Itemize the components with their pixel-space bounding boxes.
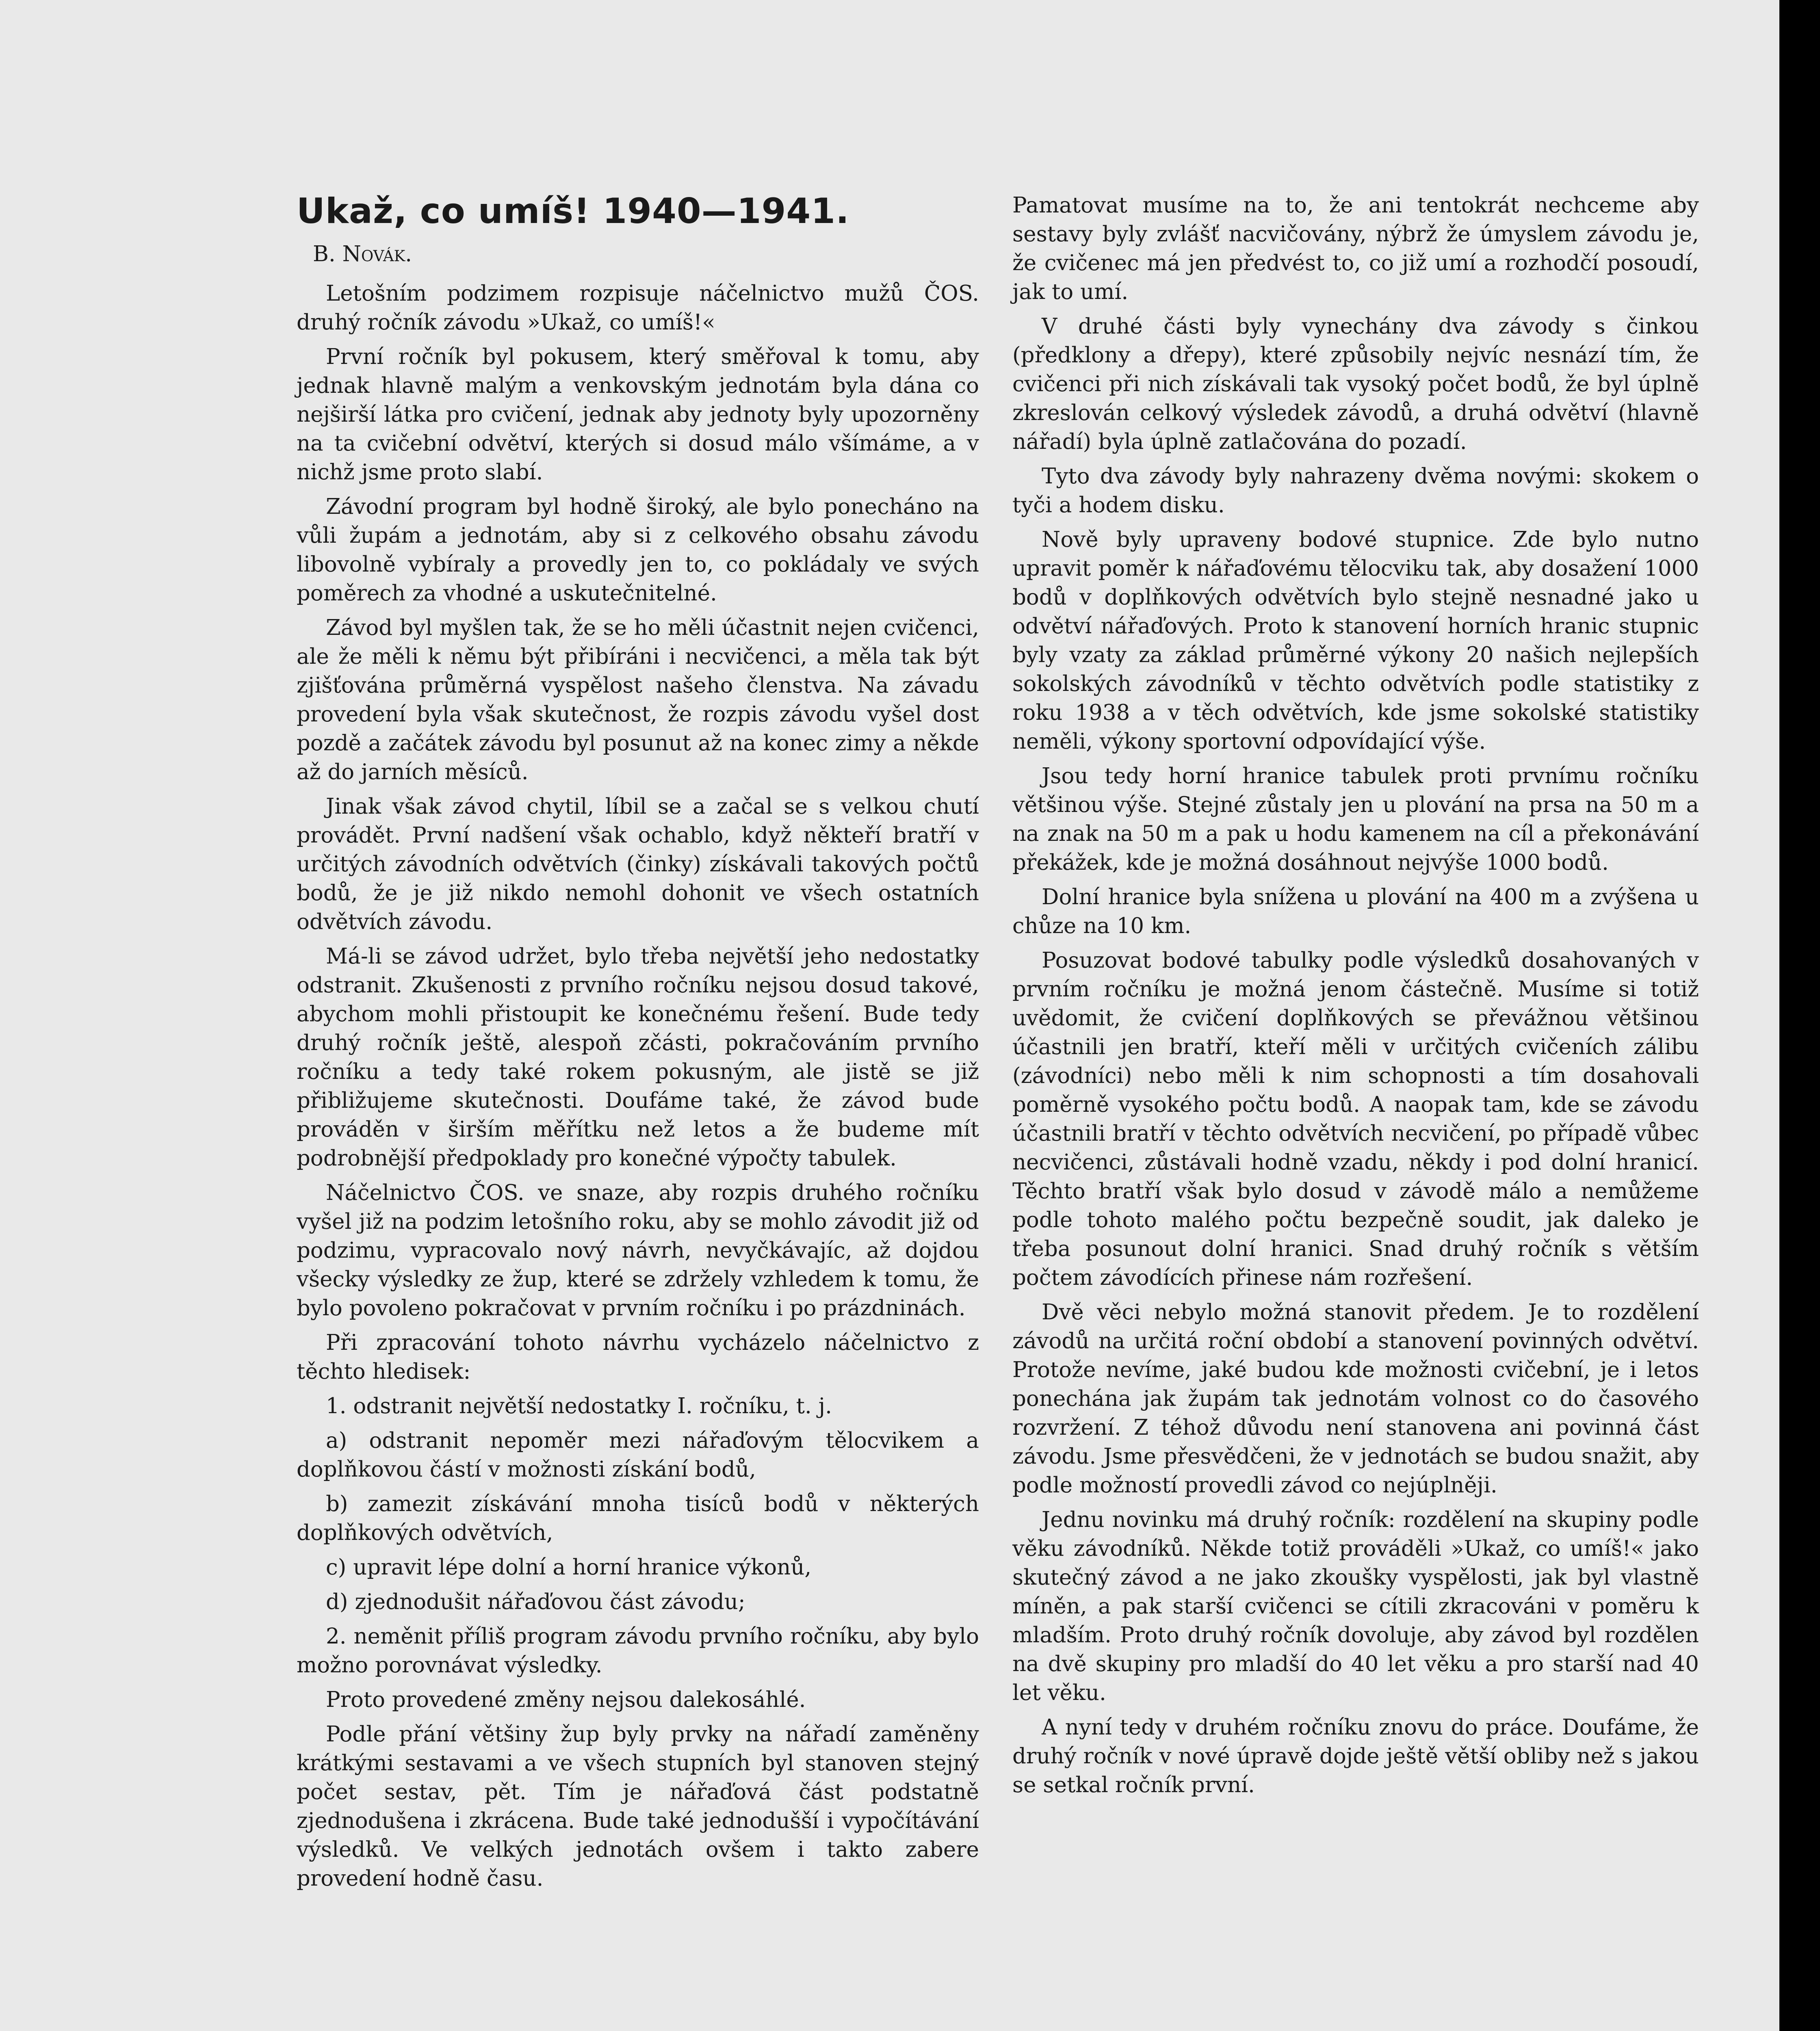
paragraph: Pamatovat musíme na to, že ani tentokrát nechceme aby sestavy byly zvlášť nacvičovány, nýbrž že úmyslem závodu je, že cvičenec má jen předvést to, co již umí a rozhodčí posoudí, jak to umí.	[1012, 193, 1699, 304]
paragraph: Tyto dva závody byly nahrazeny dvěma novými: skokem o tyči a hodem disku.	[1012, 464, 1699, 517]
list-item: 2. neměnit příliš program závodu prvního ročníku, aby bylo možno porovnávat výsledky.	[297, 1624, 979, 1678]
paragraph: Má-li se závod udržet, bylo třeba největší jeho nedostatky odstranit. Zkušenosti z prvního ročníku nejsou dosud takové, abychom mohli přistoupit ke konečnému řešení. Bude tedy druhý ročník ještě, alespoň zčásti, pokračováním prvního ročníku a tedy také rokem pokusným, ale jistě se již přibližujeme skutečnosti. Doufáme také, že závod bude prováděn v širším měřítku než letos a že budeme mít podrobnější předpoklady pro konečné výpočty tabulek.	[297, 944, 979, 1171]
paragraph: Závod byl myšlen tak, že se ho měli účastnit nejen cvičenci, ale že měli k němu být přibíráni i necvičenci, a měla tak být zjišťována průměrná vyspělost našeho členstva. Na závadu provedení byla však skutečnost, že rozpis závodu vyšel dost pozdě a začátek závodu byl posunut až na konec zimy a někde až do jarních měsíců.	[297, 615, 979, 784]
list-item: d) zjednodušit nářaďovou část závodu;	[326, 1589, 745, 1614]
list-item: b) zamezit získávání mnoha tisíců bodů v některých doplňkových odvětvích,	[297, 1492, 979, 1545]
list-item: 1. odstranit největší nedostatky I. ročníku, t. j.	[326, 1394, 832, 1418]
paragraph: Nově byly upraveny bodové stupnice. Zde bylo nutno upravit poměr k nářaďovému tělocviku tak, aby dosažení 1000 bodů v doplňkových odvětvích bylo stejně nesnadné jako u odvětví nářaďových. Proto k stanovení horních hranic stupnic byly vzaty za základ průměrné výkony 20 našich nejlepších sokolských závodníků v těchto odvětvích podle statistiky z roku 1938 a v těch odvětvích, kde jsme sokolské statistiky neměli, výkony sportovní odpovídající výše.	[1012, 527, 1699, 754]
paragraph: Jinak však závod chytil, líbil se a začal se s velkou chutí provádět. První nadšení však ochablo, když někteří bratří v určitých závodních odvětvích (činky) získávali takových počtů bodů, že je již nikdo nemohl dohonit ve všech ostatních odvětvích závodu.	[297, 794, 979, 934]
right-column	[1012, 191, 1699, 1805]
paragraph: Závodní program byl hodně široký, ale bylo ponecháno na vůli župám a jednotám, aby si z celkového obsahu závodu libovolně vybíraly a provedly jen to, co pokládaly ve svých poměrech za vhodné a uskutečnitelné.	[297, 494, 979, 606]
list-item: a) odstranit nepoměr mezi nářaďovým tělocvikem a doplňkovou částí v možnosti získání bodů,	[297, 1428, 979, 1482]
paragraph: První ročník byl pokusem, který směřoval k tomu, aby jednak hlavně malým a venkovským jednotám byla dána co nejširší látka pro cvičení, jednak aby jednoty byly upozorněny na ta cvičební odvětví, kterých si dosud málo všímáme, a v nichž jsme proto slabí.	[297, 344, 979, 485]
paragraph: Při zpracování tohoto návrhu vycházelo náčelnictvo z těchto hledisek:	[297, 1330, 979, 1384]
article-author: B. Novák.	[313, 242, 412, 266]
paragraph: Podle přání většiny žup byly prvky na nářadí zaměněny krátkými sestavami a ve všech stupních byl stanoven stejný počet sestav, pět. Tím je nářaďová část podstatně zjednodušena i zkrácena. Bude také jednodušší i vypočítávání výsledků. Ve velkých jednotách ovšem i takto zabere provedení hodně času.	[297, 1722, 979, 1891]
paragraph: Letošním podzimem rozpisuje náčelnictvo mužů ČOS. druhý ročník závodu »Ukaž, co umíš!«	[297, 281, 979, 335]
paragraph: Proto provedené změny nejsou dalekosáhlé.	[326, 1687, 806, 1712]
article-title: Ukaž, co umíš! 1940—1941.	[297, 191, 849, 232]
paragraph: A nyní tedy v druhém ročníku znovu do práce. Doufáme, že druhý ročník v nové úpravě dojde ještě větší obliby než s jakou se setkal ročník první.	[1012, 1715, 1699, 1797]
paragraph: Jsou tedy horní hranice tabulek proti prvnímu ročníku většinou výše. Stejné zůstaly jen u plování na prsa na 50 m a na znak na 50 m a pak u hodu kamenem na cíl a překonávání překážek, kde je možná dosáhnout nejvýše 1000 bodů.	[1012, 764, 1699, 875]
paragraph: Posuzovat bodové tabulky podle výsledků dosahovaných v prvním ročníku je možná jenom částečně. Musíme si totiž uvědomit, že cvičení doplňkových se převážnou většinou účastnili jen bratří, kteří měli v určitých cvičeních zálibu (závodníci) nebo měli k nim schopnosti a tím dosahovali poměrně vysokého počtu bodů. A naopak tam, kde se závodu účastnili bratří v těchto odvětvích necvičení, po případě vůbec necvičenci, zůstávali hodně vzadu, někdy i pod dolní hranicí. Těchto bratří však bylo dosud v závodě málo a nemůžeme podle tohoto malého počtu bezpečně soudit, jak daleko je třeba posunout dolní hranici. Snad druhý ročník s větším počtem závodících přinese nám rozřešení.	[1012, 948, 1699, 1290]
paragraph: Náčelnictvo ČOS. ve snaze, aby rozpis druhého ročníku vyšel již na podzim letošního roku, aby se mohlo závodit již od podzimu, vypracovalo nový návrh, nevyčkávajíc, až dojdou všecky výsledky ze žup, které se zdržely vzhledem k tomu, že bylo povoleno pokračovat v prvním ročníku i po prázdninách.	[297, 1180, 979, 1321]
paragraph: Dolní hranice byla snížena u plování na 400 m a zvýšena u chůze na 10 km.	[1012, 885, 1699, 938]
list-item: c) upravit lépe dolní a horní hranice výkonů,	[326, 1555, 812, 1580]
paragraph: V druhé části byly vynechány dva závody s činkou (předklony a dřepy), které způsobily nejvíc nesnází tím, že cvičenci při nich získávali tak vysoký počet bodů, že byl úplně zkreslován celkový výsledek závodů, a druhá odvětví (hlavně nářadí) byla úplně zatlačována do pozadí.	[1012, 314, 1699, 454]
paragraph: Jednu novinku má druhý ročník: rozdělení na skupiny podle věku závodníků. Někde totiž prováděli »Ukaž, co umíš!« jako skutečný závod a ne jako zkoušky vyspělosti, jak byl vlastně míněn, a pak starší cvičenci se cítili zkracováni v poměru k mladším. Proto druhý ročník dovoluje, aby závod byl rozdělen na dvě skupiny pro mladší do 40 let věku a pro starší nad 40 let věku.	[1012, 1507, 1699, 1705]
left-column	[297, 191, 979, 1899]
paragraph: Dvě věci nebylo možná stanovit předem. Je to rozdělení závodů na určitá roční období a stanovení povinných odvětví. Protože nevíme, jaké budou kde možnosti cvičební, je i letos ponechána jak župám tak jednotám volnost co do časového rozvržení. Z téhož důvodu není stanovena ani povinná část závodu. Jsme přesvědčeni, že v jednotách se budou snažit, aby podle možností provedli závod co nejúplněji.	[1012, 1300, 1699, 1498]
scan-border	[1779, 0, 1820, 2031]
